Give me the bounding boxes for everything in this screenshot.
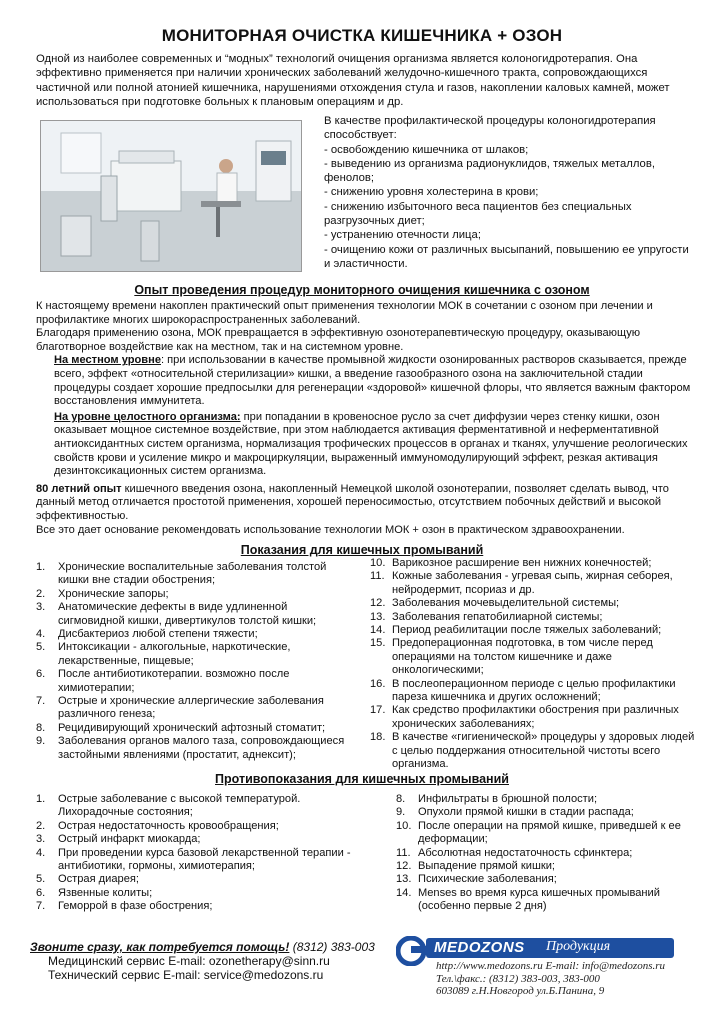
local-level-label: На местном уровне [54, 354, 161, 367]
list-item: 9. Опухоли прямой кишки в стадии распада; [396, 806, 634, 819]
local-level-paragraph [36, 354, 698, 408]
logo-product-label: Продукция [546, 939, 611, 954]
list-item: 12. Заболевания мочевыделительной системы; [370, 597, 620, 610]
list-item: 10. После операции на прямой кишке, приведшей к ее деформации; [396, 819, 681, 846]
experience-heading: Опыт проведения процедур мониторного очищения кишечника с озоном [134, 283, 590, 297]
list-item: 7. Острые и хронические аллергические заболевания различного генеза; [36, 695, 324, 721]
footer-phone: (8312) 383-003 [289, 940, 375, 954]
footer-technical-email[interactable]: Технический сервис E-mail: service@medozons.ru [48, 968, 324, 982]
list-item: 6. После антибиотикотерапии. возможно после химиотерапии; [36, 668, 290, 694]
whole-organism-label: На уровне целостного организма: [54, 410, 241, 423]
indications-heading: Показания для кишечных промываний [240, 543, 484, 557]
contraindications-left-list [36, 793, 366, 914]
list-item: 18. В качестве «гигиенической» процедуры у здоровых людей с целью поддержания относительной чистоты всего организма. [370, 731, 695, 771]
experience-section [36, 300, 698, 537]
page-title: МОНИТОРНАЯ ОЧИСТКА КИШЕЧНИКА + ОЗОН [161, 26, 563, 45]
benefit-item: - устранению отечности лица; [324, 229, 481, 242]
benefit-item: - освобождению кишечника от шлаков; [324, 143, 529, 156]
clinic-photo [40, 120, 302, 272]
list-item: 9. Заболевания органов малого таза, сопровождающиеся застойными явлениями (простатит, аднексит); [36, 735, 345, 761]
list-item: 14. Период реабилитации после тяжелых заболеваний; [370, 624, 662, 637]
whole-organism-paragraph [36, 411, 698, 479]
list-item: 2. Хронические запоры; [36, 587, 169, 600]
list-item: 8. Рецидивирующий хронический афтозный стоматит; [36, 721, 326, 734]
footer-call-line [30, 940, 380, 954]
list-item: 7. Геморрой в фазе обострения; [36, 900, 213, 913]
benefits-list [324, 114, 694, 271]
list-item: 16. В послеоперационном периоде с целью профилактики пареза кишечника и других осложнений; [370, 677, 676, 704]
list-item: 4. При проведении курса базовой лекарственной терапии - антибиотики, гормоны, химиотерапия; [36, 846, 351, 873]
list-item: 5. Острая диарея; [36, 873, 139, 886]
list-item: 17. Как средство профилактики обострения при различных хронических заболеваниях; [370, 704, 679, 730]
list-item: 10. Варикозное расширение вен нижних конечностей; [370, 557, 652, 569]
company-web-email[interactable]: http://www.medozons.ru E-mail: info@medozons.ru [436, 960, 666, 972]
experience-80-bold: 80 летний опыт [36, 482, 122, 495]
list-item: 2. Острая недостаточность кровообращения; [36, 819, 279, 832]
experience-80-text: кишечного введения озона, накопленный Немецкой школой озонотерапии, позволяет сделать вывод, что данный метод отличается простотой применения, хорошей переносимостью, отсутствием побочных действий и высокой эффективностью. [36, 482, 669, 522]
list-item: 13. Заболевания гепатобилиарной системы; [370, 610, 603, 623]
medozons-logo-block [396, 936, 716, 1016]
benefit-item: - выведению из организма радионуклидов, тяжелых металлов, фенолов; [324, 157, 655, 185]
benefit-item: - снижению избыточного веса пациентов без специальных разгрузочных диет; [324, 200, 632, 228]
list-item: 13. Психические заболевания; [396, 873, 557, 886]
list-item: 4. Дисбактериоз любой степени тяжести; [36, 628, 258, 641]
local-level-text: : при использовании в качестве промывной жидкости озонированных растворов сказывается, прежде всего, эффект «относительной стерилизации» кишки, а введение газообразного озона на заключительной стадии процедуры создает хорошие предпосылки для регенерации «здоровой» кишечной флоры, что является важным фактором восстановления иммунитета. [54, 354, 691, 408]
footer-medical-email[interactable]: Медицинский сервис E-mail: ozonetherapy@sinn.ru [48, 954, 330, 968]
list-item: 1. Хронические воспалительные заболевания толстой кишки вне стадии обострения; [36, 561, 327, 587]
clinic-photo-illustration [41, 121, 301, 271]
list-item: 15. Предоперационная подготовка, в том числе перед операциями на толстом кишечнике и даже онкологическими; [370, 637, 653, 677]
logo-brand-name: MEDOZONS [434, 939, 525, 956]
whole-organism-text: при попадании в кровеносное русло за счет диффузии через стенку кишки, озон оказывает мощное системное воздействие, при этом наблюдается активация ферментативной и неферментативной антиоксидантных систем организма, нормализация трофических процессов в органах и тканях, улучшение реологических свойств крови и усиление микро и макроциркуляции, выраженный иммуномодулирующий эффект, резкая активация дезинтоксикационных систем организма. [54, 410, 688, 478]
list-item: 11. Кожные заболевания - угревая сыпь, жирная себорея, нейродермит, псориаз и др. [370, 570, 673, 596]
footer-call: Звоните сразу, как потребуется помощь! [30, 940, 290, 954]
benefit-item: - очищению кожи от различных высыпаний, повышению ее упругости и эластичности. [324, 243, 689, 270]
experience-conclusion: Все это дает основание рекомендовать использование технологии МОК + озон в практическом здравоохранении. [36, 523, 625, 536]
benefit-item: - снижению уровня холестерина в крови; [324, 186, 539, 199]
benefits-lead: В качестве профилактической процедуры колоногидротерапия способствует: [324, 115, 656, 142]
list-item: 8. Инфильтраты в брюшной полости; [396, 793, 598, 805]
footer-contacts [30, 940, 380, 982]
list-item: 12. Выпадение прямой кишки; [396, 860, 555, 873]
company-address: 603089 г.Н.Новгород ул.Б.Панина, 9 [436, 985, 605, 998]
list-item: 11. Абсолютная недостаточность сфинктера; [396, 846, 633, 859]
experience-paragraph: Благодаря применению озона, МОК превращается в эффективную озонотерапевтическую процедуру, оказывающую благотворное воздействие как на местном, так и на системном уровне. [36, 327, 641, 353]
experience-80-paragraph [36, 483, 698, 524]
intro-paragraph: Одной из наиболее современных и “модных” технологий очищения организма является колоногидротерапия. Она эффективно применяется при наличии хронических заболеваний желудочно-кишечного тракта, сопровождающихся частичной или полной атонией кишечника, нарушениями отхождения стула и газов, накоплении каловых камней, может использоваться при подготовке больных к плановым операциям и др. [36, 53, 670, 108]
list-item: 14. Menses во время курса кишечных промываний (особенно первые 2 дня) [396, 886, 660, 913]
indications-left-list [36, 561, 350, 762]
company-contacts [436, 960, 696, 998]
contraindications-right-list [396, 793, 696, 914]
list-item: 3. Острый инфаркт миокарда; [36, 833, 201, 846]
contraindications-heading: Противопоказания для кишечных промываний [215, 772, 509, 786]
experience-paragraph: К настоящему времени накоплен практический опыт применения технологии МОК в сочетании с озоном при лечении и профилактике многих широкораспространенных заболеваний. [36, 300, 653, 326]
indications-right-list [370, 557, 696, 772]
company-phone: Тел.\факс.: (8312) 383-003, 383-000 [436, 972, 600, 985]
list-item: 1. Острые заболевание с высокой температурой. Лихорадочные состояния; [36, 793, 301, 819]
list-item: 5. Интоксикации - алкогольные, наркотические, лекарственные, пищевые; [36, 641, 291, 667]
list-item: 6. Язвенные колиты; [36, 886, 153, 899]
list-item: 3. Анатомические дефекты в виде удлиненной сигмовидной кишки, дивертикулов толстой кишки; [36, 601, 317, 627]
